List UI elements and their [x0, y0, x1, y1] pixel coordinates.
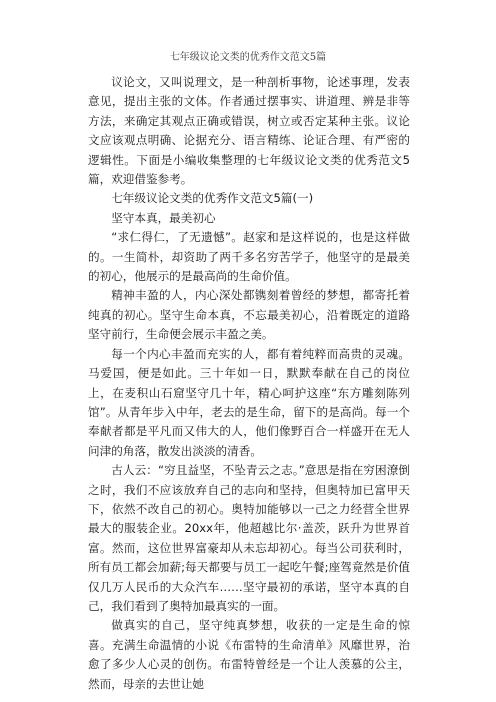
body-paragraph: 做真实的自己，坚守纯真梦想，收获的一定是生命的惊喜。充满生命温情的小说《布雷特的生命清单》风靡世界，治愈了多少人心灵的创伤。布雷特曾经是一个让人羡慕的公主，然而，母亲的去世让她	[88, 618, 410, 691]
essay-title: 坚守本真，最美初心	[111, 210, 216, 225]
section-heading: 七年级议论文类的优秀作文范文5篇(一)	[111, 191, 314, 206]
page-header: 七年级议论文类的优秀作文范文5篇	[169, 52, 327, 63]
body-paragraph: 精神丰盈的人，内心深处都镌刻着曾经的梦想，都寄托着纯真的初心。坚守生命本真，不忘最美初心，沿着既定的道路坚守前行，生命便会展示丰盈之美。	[88, 288, 410, 342]
body-paragraph: “求仁得仁，了无遗憾”。赵家和是这样说的，也是这样做的。一生简朴，却资助了两千多名穷苦学子，他坚守的是最美的初心，他展示的是最高尚的生命价值。	[88, 230, 410, 284]
document-body	[88, 73, 410, 694]
body-paragraph: 古人云：“穷且益坚，不坠青云之志。”意思是指在穷困潦倒之时，我们不应该放弃自己的志向和坚持，但奥特加已富甲天下，依然不改自己的初心。奥特加能够以一己之力经营全世界最大的服装企业。20xx年，他超越比尔·盖茨，跃升为世界首富。然而，这位世界富豪却从未忘却初心。每当公司获利时，所有员工都会加薪;每天都要与员工一起吃午餐;座驾竟然是价值仅几万人民币的大众汽车……坚守最初的承诺，坚守本真的自己，我们看到了奥特加最真实的一面。	[88, 463, 410, 613]
body-paragraph: 每一个内心丰盈而充实的人，都有着纯粹而高贵的灵魂。马爱国，便是如此。三十年如一日，默默奉献在自己的岗位上，在麦积山石窟坚守几十年，精心呵护这座“东方雕刻陈列馆”。从青年步入中年，老去的是生命，留下的是高尚。每一个奉献者都是平凡而又伟大的人，他们像野百合一样盛开在无人问津的角落，散发出淡淡的清香。	[88, 346, 410, 458]
intro-paragraph: 议论文，又叫说理文，是一种剖析事物，论述事理，发表意见，提出主张的文体。作者通过摆事实、讲道理、辨是非等方法，来确定其观点正确或错误，树立或否定某种主张。议论文应该观点明确、论据充分、语言精练、论证合理、有严密的逻辑性。下面是小编收集整理的七年级议论文类的优秀范文5篇，欢迎借鉴参考。	[88, 75, 410, 187]
